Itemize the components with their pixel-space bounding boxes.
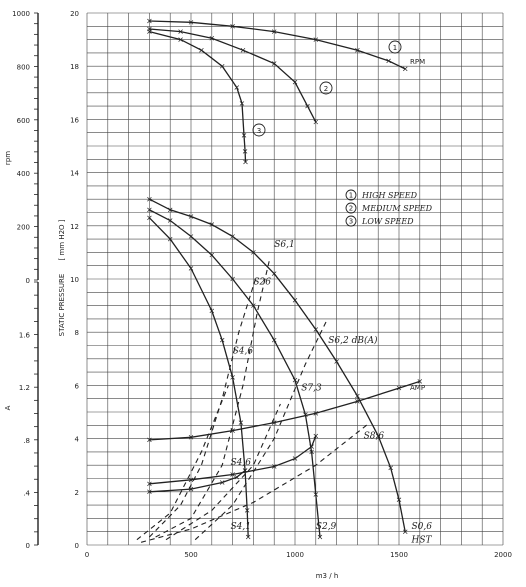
x-tick-label: 1500 [390, 551, 408, 559]
legend-marker-3-label: 3 [348, 217, 354, 226]
curve-annotation: S4,1 [230, 522, 252, 533]
x-tick-label: 500 [184, 551, 198, 559]
y-tick-label: 4 [74, 435, 79, 444]
amp-tick-label: 0 [25, 542, 30, 550]
pressure-curve-2 [149, 210, 320, 537]
y-tick-label: 16 [70, 116, 79, 125]
curve-annotation: S4,6 [232, 346, 254, 357]
rpm-marker-1-label: 1 [392, 44, 398, 52]
system-curve [156, 258, 270, 537]
system-curve [137, 385, 229, 539]
y-axis-label: STATIC PRESSURE [58, 273, 66, 337]
rpm-tick-label: 0 [25, 277, 30, 285]
performance-curves [137, 19, 422, 542]
legend-marker-2-label: 2 [348, 204, 354, 213]
y-tick-label: 10 [70, 276, 79, 284]
amp-end-label: AMP [410, 384, 426, 392]
legend-low-speed: LOW SPEED [362, 217, 414, 226]
y-tick-label: 0 [74, 542, 79, 550]
chart-grid [87, 13, 503, 545]
curve-annotation: S6,2 dB(A) [328, 335, 378, 346]
curve-annotations [231, 240, 433, 545]
curve-annotation: S8,6 [363, 431, 385, 442]
rpm-end-label: RPM [410, 58, 426, 66]
curve-annotation: S2,9 [315, 522, 337, 533]
rpm-tick-label: 600 [16, 116, 30, 125]
rpm-tick-label: 1000 [12, 10, 30, 18]
y-tick-label: 6 [74, 382, 79, 391]
curve-annotation: S7,3 [301, 383, 322, 394]
rpm-tick-label: 400 [16, 170, 30, 179]
amp-tick-label: 1.2 [18, 384, 30, 393]
legend-medium-speed: MEDIUM SPEED [362, 204, 433, 213]
x-axis-label: m3 / h [315, 572, 339, 580]
x-tick-label: 0 [84, 551, 90, 559]
legend-marker-1-label: 1 [348, 191, 354, 200]
y-tick-label: 18 [70, 63, 79, 72]
curve-annotation: S26 [253, 277, 272, 288]
amp-axis-label: A [4, 405, 12, 411]
rpm-tick-label: 800 [16, 63, 30, 72]
amp-tick-label: .4 [23, 489, 30, 498]
data-point [199, 48, 203, 52]
curve-annotation: S6,1 [274, 240, 295, 251]
rpm-tick-label: 200 [16, 223, 30, 232]
curve-annotation: S0,6 [411, 522, 432, 533]
rpm-marker-3-label: 3 [256, 127, 262, 135]
rpm-marker-2-label: 2 [323, 85, 329, 93]
rpm-axis-label: rpm [4, 150, 12, 166]
x-tick-label: 1000 [286, 551, 304, 559]
rpm-curve-3 [149, 32, 245, 162]
y-tick-label: 20 [70, 10, 79, 18]
y-axis-unit: [ mm H2O ] [58, 219, 66, 261]
amp-tick-label: .8 [23, 436, 30, 445]
rpm-curve-1 [149, 21, 405, 69]
amp-tick-label: 1.6 [18, 331, 30, 340]
x-tick-label: 2000 [494, 551, 512, 559]
legend-high-speed: HIGH SPEED [362, 191, 418, 200]
y-tick-label: 8 [74, 329, 79, 338]
y-tick-label: 2 [74, 488, 79, 497]
y-tick-label: 14 [70, 169, 79, 178]
amp-curve-3 [149, 471, 245, 492]
curve-annotation: S4,6 [230, 458, 252, 469]
y-tick-label: 12 [70, 222, 79, 231]
side-axes [34, 13, 38, 545]
curve-annotation: HST [411, 535, 432, 546]
